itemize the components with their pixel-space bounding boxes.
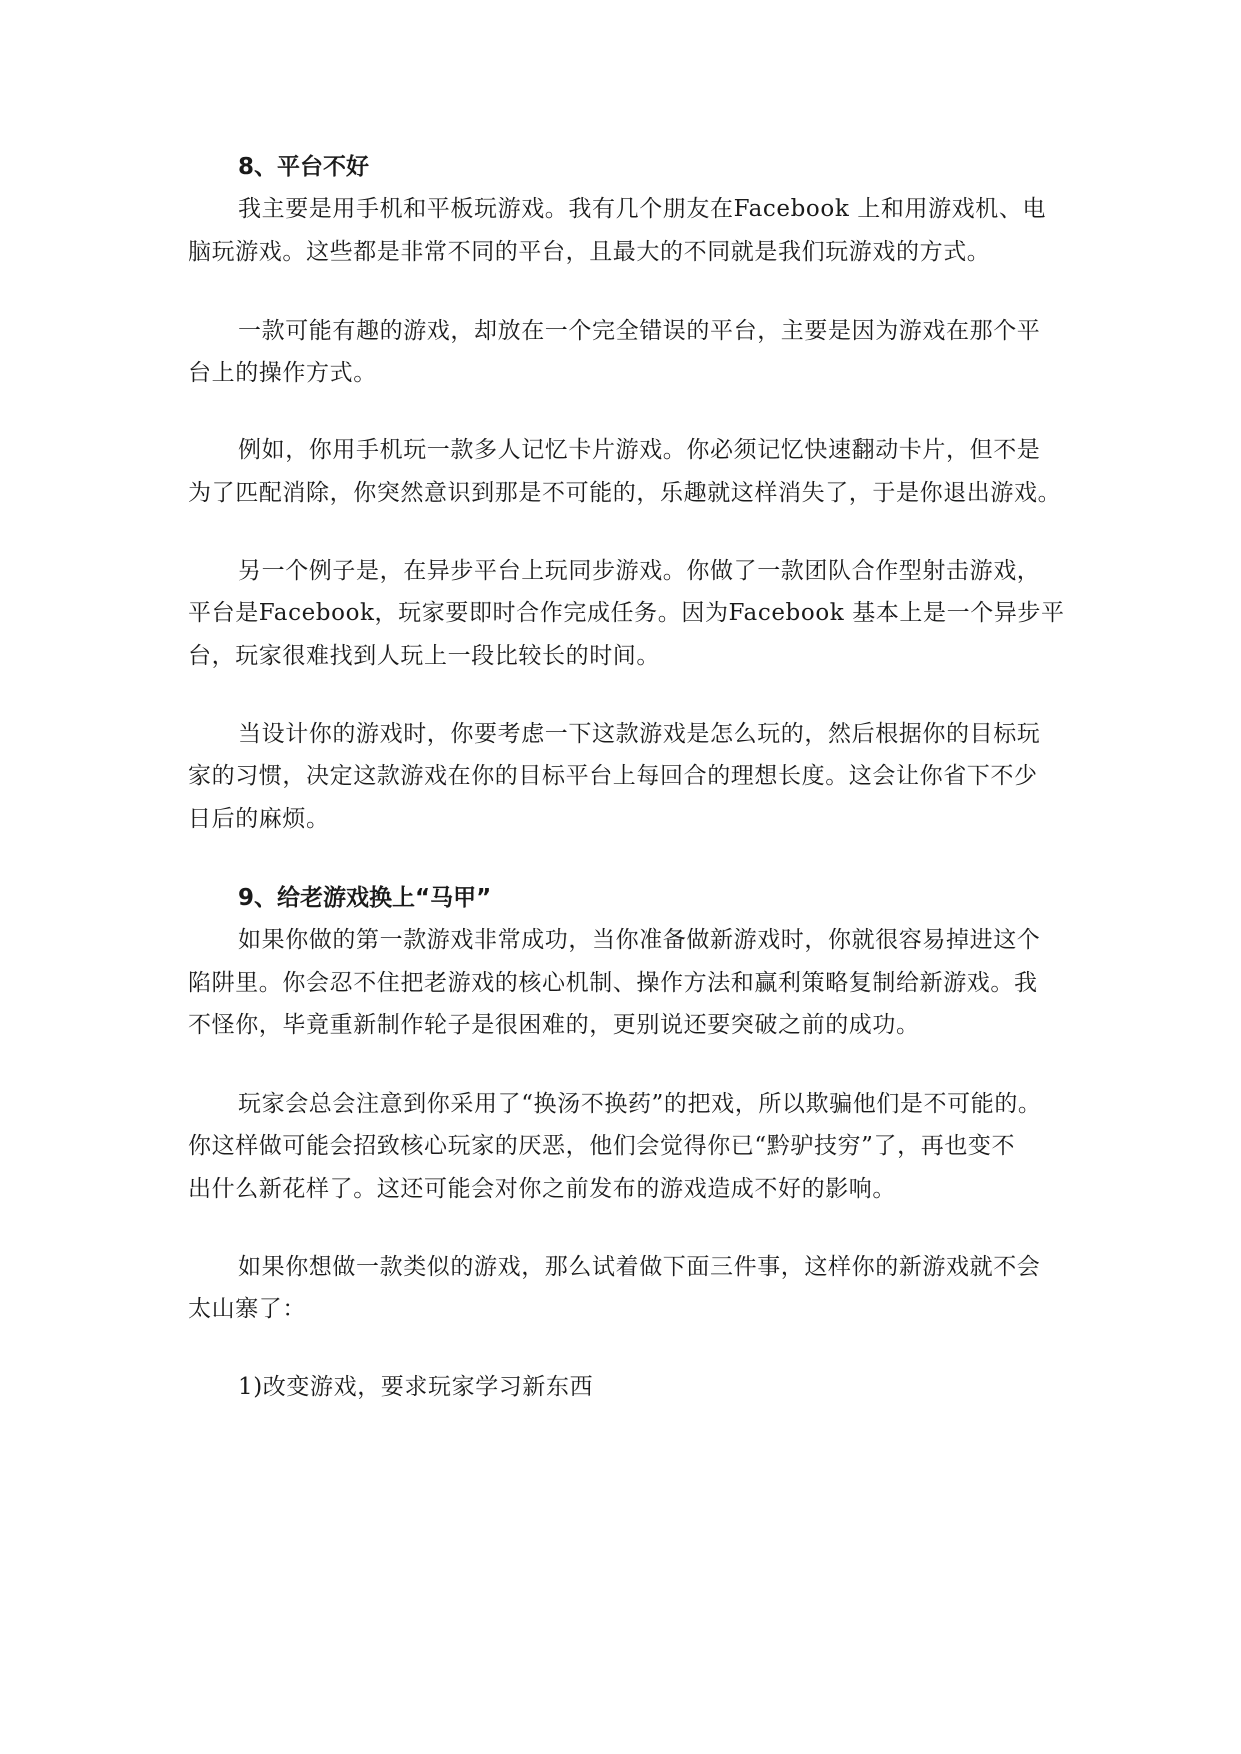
paragraph-line: 出什么新花样了。这还可能会对你之前发布的游戏造成不好的影响。 — [188, 1176, 896, 1202]
paragraph-line: 平台是Facebook，玩家要即时合作完成任务。因为Facebook 基本上是一个异步平 — [188, 600, 1065, 626]
paragraph-line: 你这样做可能会招致核心玩家的厌恶，他们会觉得你已“黔驴技穷”了，再也变不 — [188, 1133, 1016, 1159]
paragraph-line: 玩家会总会注意到你采用了“换汤不换药”的把戏，所以欺骗他们是不可能的。 — [238, 1091, 1042, 1117]
section-heading: 9、给老游戏换上“马甲” — [238, 885, 492, 911]
paragraph-line: 一款可能有趣的游戏，却放在一个完全错误的平台，主要是因为游戏在那个平 — [238, 318, 1041, 344]
paragraph-line: 如果你做的第一款游戏非常成功，当你准备做新游戏时，你就很容易掉进这个 — [238, 927, 1041, 953]
paragraph-line: 另一个例子是，在异步平台上玩同步游戏。你做了一款团队合作型射击游戏， — [238, 558, 1041, 584]
paragraph-line: 如果你想做一款类似的游戏，那么试着做下面三件事，这样你的新游戏就不会 — [238, 1254, 1041, 1280]
paragraph-line: 不怪你，毕竟重新制作轮子是很困难的，更别说还要突破之前的成功。 — [188, 1012, 920, 1038]
paragraph-line: 我主要是用手机和平板玩游戏。我有几个朋友在Facebook 上和用游戏机、电 — [238, 196, 1047, 222]
paragraph-line: 台上的操作方式。 — [188, 360, 377, 386]
section-heading: 8、平台不好 — [238, 154, 370, 180]
list-item: 1)改变游戏，要求玩家学习新东西 — [238, 1374, 594, 1400]
paragraph-line: 脑玩游戏。这些都是非常不同的平台，且最大的不同就是我们玩游戏的方式。 — [188, 239, 991, 265]
paragraph-line: 为了匹配消除，你突然意识到那是不可能的，乐趣就这样消失了，于是你退出游戏。 — [188, 480, 1062, 506]
paragraph-line: 例如，你用手机玩一款多人记忆卡片游戏。你必须记忆快速翻动卡片，但不是 — [238, 437, 1041, 463]
paragraph-line: 日后的麻烦。 — [188, 806, 330, 832]
paragraph-line: 太山寨了： — [188, 1296, 306, 1322]
paragraph-line: 当设计你的游戏时，你要考虑一下这款游戏是怎么玩的，然后根据你的目标玩 — [238, 721, 1041, 747]
paragraph-line: 台，玩家很难找到人玩上一段比较长的时间。 — [188, 643, 660, 669]
paragraph-line: 陷阱里。你会忍不住把老游戏的核心机制、操作方法和赢利策略复制给新游戏。我 — [188, 970, 1038, 996]
paragraph-line: 家的习惯，决定这款游戏在你的目标平台上每回合的理想长度。这会让你省下不少 — [188, 763, 1038, 789]
